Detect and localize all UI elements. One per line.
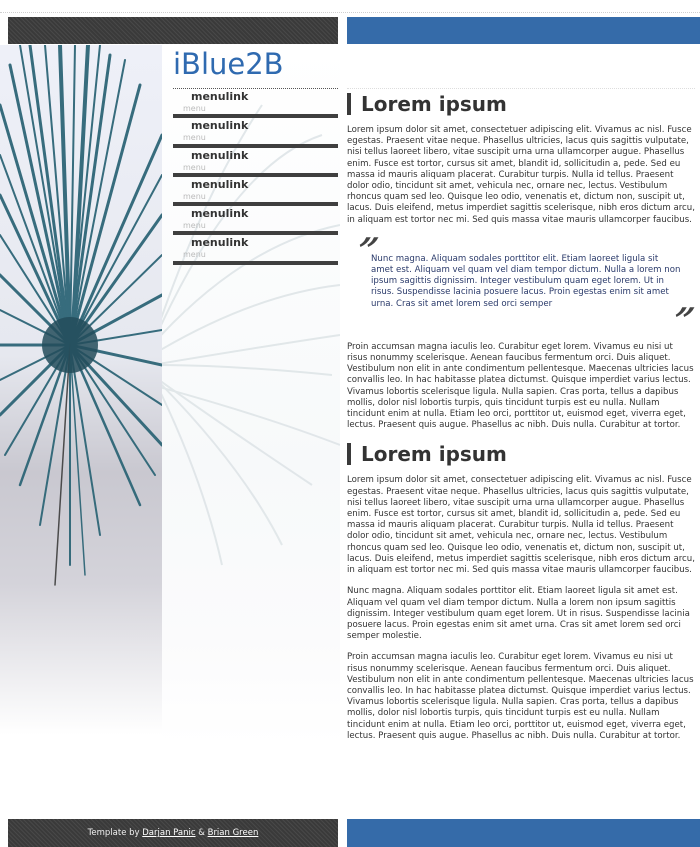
- menu-link[interactable]: menulink: [191, 207, 249, 221]
- quote-open-icon: ”: [351, 230, 382, 271]
- menu-item[interactable]: [173, 177, 338, 206]
- author-link-brian[interactable]: Brian Green: [207, 828, 259, 838]
- menu-sublabel: menu: [183, 104, 206, 113]
- menu-item[interactable]: [173, 148, 338, 177]
- menu-sublabel: menu: [183, 133, 206, 143]
- main-menu: [173, 88, 338, 265]
- menu-link[interactable]: menulink: [191, 90, 249, 103]
- section-heading-wrap: [347, 439, 695, 467]
- menu-link[interactable]: menulink: [191, 177, 249, 191]
- menu-item[interactable]: [173, 89, 338, 118]
- paragraph: Proin accumsan magna iaculis leo. Curabitur eget lorem. Vivamus eu nisi ut risus nonummy scelerisque. Aenean faucibus fermentum orci. Duis aliquet. Vestibulum non elit in ante condimentum pellentesque. Maecenas ultricies lacus convallis leo. In hac habitasse platea dictumst. Quisque imperdiet varius lectus. Vivamus lobortis scelerisque ligula. Nulla sapien. Cras porta, tellus a dapibus mollis, dolor nisl lobortis turpis, quis tincidunt turpis est eu nulla. Nullam tincidunt enim at nulla. Etiam leo orci, porttitor ut, euismod eget, viverra eget, lectus. Praesent quis augue. Phasellus ac nibh. Duis nulla. Curabitur at tortor.: [347, 341, 694, 431]
- footer-credit: [8, 828, 338, 838]
- menu-item[interactable]: [173, 206, 338, 235]
- menu-sublabel: menu: [183, 162, 206, 172]
- footer-prefix: Template by: [87, 828, 143, 838]
- paragraph: Nunc magna. Aliquam sodales porttitor elit. Etiam laoreet ligula sit amet est. Aliquam vel quam vel diam tempor dictum. Nulla a lorem non ipsum sagittis dignissim. Integer vestibulum quam eget lorem. Ut in risus. Suspendisse lacinia posuere lacus. Proin egestas enim sit amet urna. Cras sit amet lorem sed orci semper molestie.: [347, 586, 690, 642]
- menu-sublabel: menu: [183, 250, 206, 260]
- section-heading-wrap: [347, 88, 695, 117]
- footer-separator: &: [195, 828, 208, 838]
- paragraph: Proin accumsan magna iaculis leo. Curabitur eget lorem. Vivamus eu nisi ut risus nonummy scelerisque. Aenean faucibus fermentum orci. Duis aliquet. Vestibulum non elit in ante condimentum pellentesque. Maecenas ultricies lacus convallis leo. In hac habitasse platea dictumst. Quisque imperdiet varius lectus. Vivamus lobortis scelerisque ligula. Nulla sapien. Cras porta, tellus a dapibus mollis, dolor nisl lobortis turpis, quis tincidunt turpis est eu nulla. Nullam tincidunt enim at nulla. Etiam leo orci, porttitor ut, euismod eget, viverra eget, lectus. Praesent quis augue. Phasellus ac nibh. Duis nulla. Curabitur at tortor.: [347, 652, 694, 741]
- header-bar-blue: [347, 17, 700, 44]
- footer-bar-dark: [8, 819, 338, 847]
- menu-sublabel: menu: [183, 191, 206, 201]
- menu-sublabel: menu: [183, 221, 206, 231]
- author-link-darjan[interactable]: Darjan Panic: [142, 828, 196, 838]
- header-bar-dark: [8, 17, 338, 44]
- menu-item[interactable]: [173, 235, 338, 264]
- menu-divider: [173, 261, 338, 265]
- footer-bar-blue: [347, 819, 700, 847]
- menu-link[interactable]: menulink: [191, 148, 249, 162]
- section-2: [347, 439, 695, 741]
- site-logo[interactable]: iBlue2B: [173, 47, 284, 81]
- main-content: [347, 88, 699, 742]
- menu-link[interactable]: menulink: [191, 119, 249, 133]
- menu-item[interactable]: [173, 118, 338, 147]
- blockquote: [347, 230, 699, 341]
- quote-text: Nunc magna. Aliquam sodales porttitor elit. Etiam laoreet ligula sit amet est. Aliquam vel quam vel diam tempor dictum. Nulla a lorem non ipsum sagittis dignissim. Integer vestibulum quam eget lorem. Ut in risus. Suspendisse lacinia posuere lacus. Proin egestas enim sit amet urna. Cras sit amet lorem sed orci semper: [371, 253, 681, 309]
- section-title: Lorem ipsum: [347, 91, 695, 117]
- section-title: Lorem ipsum: [347, 441, 695, 467]
- top-dotted-rule: [0, 12, 700, 13]
- hero-plant-image: [0, 45, 162, 735]
- section-1: [347, 88, 699, 431]
- quote-close-icon: ”: [668, 300, 699, 341]
- paragraph: Lorem ipsum dolor sit amet, consectetuer adipiscing elit. Vivamus ac nisl. Fusce egestas. Praesent vitae neque. Phasellus ultricies, lacus quis sagittis vulputate, nisi tellus laoreet libero, vitae suscipit urna urna ullamcorper augue. Phasellus enim. Fusce est tortor, cursus sit amet, blandit id, sollicitudin a, pede. Sed eu massa id mauris aliquam placerat. Curabitur turpis. Nulla id tellus. Praesent dolor odio, tincidunt sit amet, vehicula nec, ornare nec, lectus. Vestibulum rhoncus quam sed leo. Quisque leo odio, venenatis et, dictum non, suscipit ut, lacus. Duis eleifend, metus imperdiet sagittis scelerisque, nibh eros dictum arcu, in aliquam est tortor nec mi. Sed quis massa vitae mauris ullamcorper faucibus.: [347, 475, 695, 576]
- paragraph: Lorem ipsum dolor sit amet, consectetuer adipiscing elit. Vivamus ac nisl. Fusce egestas. Praesent vitae neque. Phasellus ultricies, lacus quis sagittis vulputate, nisi tellus laoreet libero, vitae suscipit urna urna ullamcorper augue. Phasellus enim. Fusce est tortor, cursus sit amet, blandit id, sollicitudin a, pede. Sed eu massa id mauris aliquam placerat. Curabitur turpis. Nulla id tellus. Praesent dolor odio, tincidunt sit amet, vehicula nec, ornare nec, lectus. Vestibulum rhoncus quam sed leo. Quisque leo odio, venenatis et, dictum non, suscipit ut, lacus. Duis eleifend, metus imperdiet sagittis scelerisque, nibh eros dictum arcu, in aliquam est tortor nec mi. Sed quis massa vitae mauris ullamcorper faucibus.: [347, 125, 695, 225]
- menu-link[interactable]: menulink: [191, 236, 249, 250]
